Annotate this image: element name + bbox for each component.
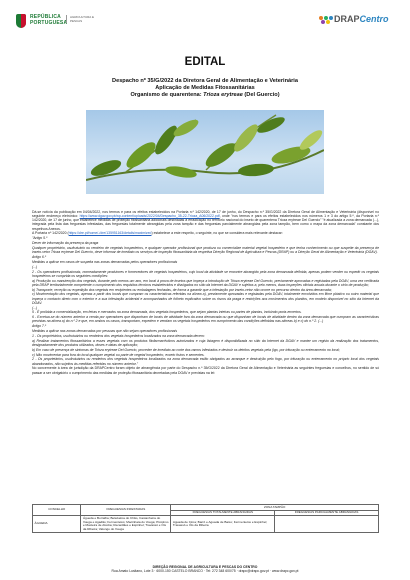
article-7-item-1a: a) Realizar tratamentos fitossanitários a esses vegetais com os produtos fitofarmacêuticos autorizados e cuja listagem é disponibilizada no sítio da Internet da DGAV e manter um registo da realização dos tratamentos, designadamente dos produtos utilizados, doses e datas de aplicação; bbox=[32, 338, 379, 347]
logo-text-line1: REPÚBLICA bbox=[30, 14, 61, 20]
article-5-title: "Artigo 5.º bbox=[32, 236, 48, 241]
page-title: EDITAL bbox=[184, 56, 226, 68]
organism-suffix: (Del Guercio) bbox=[242, 91, 280, 98]
article-6-item-5: 5 - É proibida a comercialização, em feiras e mercados na zona demarcada, dos vegetais hospedeiros, que sejam plantas inteiras ou partes de plantas, incluindo porta-enxertos. bbox=[32, 310, 302, 315]
article-6-title: Artigo 6.º bbox=[32, 255, 47, 259]
article-7-item-1c: c) Não movimentar para fora do local qualquer vegetal ou parte de vegetal hospedeiro, exceto frutos e sementes. bbox=[32, 352, 205, 357]
column-header-parcialmente: FREGUESIAS PARCIALMENTE ABRANGIDAS bbox=[275, 510, 379, 516]
portaria-link[interactable]: https://dre.pt/home/-/dre/135951163/details/maximized bbox=[68, 231, 152, 236]
drap-centro-logo bbox=[319, 12, 399, 28]
drap-dots-icon bbox=[319, 16, 333, 24]
column-header-totalmente: FREGUESIAS TOTALMENTE ABRANGIDAS bbox=[171, 510, 275, 516]
intro-paragraph bbox=[32, 210, 379, 231]
drap-wordmark-a: DRAP bbox=[334, 14, 360, 24]
table-row bbox=[33, 516, 379, 533]
intro-text-b: , onde "nos termos e para os efeitos estabelecidos nos números 1 e 3 do artigo 5.º, da Portaria n.º 142/2020, de 17 de junho, que estabelece medidas de proteção fitossanitária adicionais destinadas à erradicação no território nacional do inseto de quarentena Trioza erytreae Del Guercio" "é atualizada a zona demarcada (...), integrada pela lista das freguesias infestadas, das freguesias totalmente abrangidas pela zona tampão e das freguesias parcialmente abrangidas pela zona tampão, bem como o mapa da zona demarcada" constante dos respetivos Anexos. bbox=[32, 214, 379, 231]
page-footer bbox=[0, 565, 410, 574]
cell-parcialmente bbox=[275, 516, 379, 533]
republica-portuguesa-logo bbox=[16, 14, 126, 36]
despacho-heading bbox=[20, 78, 390, 98]
closing-paragraph: No concernente à área de jurisdição da DRAPCentro foram objeto de abrangência por parte do Despacho n.º 35/G/2022 da Diretora Geral de Alimentação e Veterinária as seguintes freguesias e concelhos, no sentido de só passar a ser obrigatório o cumprimento das medidas de proteção fitossanitária decretadas pela DGAV e previstas na lei: bbox=[32, 366, 379, 375]
article-6-ellipsis-2: (...) bbox=[32, 305, 38, 310]
freguesias-table bbox=[32, 504, 379, 533]
portaria-text-a: A Portaria nº 142/2020 ( bbox=[32, 231, 69, 236]
organism-species: Trioza erytreae bbox=[203, 91, 243, 98]
article-5 bbox=[32, 236, 379, 365]
article-7-item-2: 2 - Os proprietários, usufrutuários ou rendeiros dos vegetais hospedeiros localizados na zona demarcada estão obrigados ao arranque e destruição pelo fogo, por trituração ou enterramento no próprio local dos vegetais abandonados, não sujeitos às medidas referidas no número anterior." bbox=[32, 357, 379, 366]
article-7-title: Artigo 7.º bbox=[32, 324, 47, 329]
article-5-text: Qualquer proprietário, usufrutuário ou rendeiro de vegetais hospedeiros, e qualquer operador profissional que produza ou comercialize material vegetal hospedeiro e que tenha conhecimento ou que suspeite da presença de inseto-vetor Trioza erytreae Del Guercio, deve informar de imediato os serviços de inspeção fitossanitária da respetiva Direção Regional de Agricultura e Pescas (DRAP) ou a Direção Geral de Alimentação e Veterinária (DGAV). bbox=[32, 246, 379, 255]
citrus-leaves-photo bbox=[86, 110, 324, 194]
cell-concelho: ÁGUEDA bbox=[33, 516, 81, 533]
column-header-zona-tampao: ZONA TAMPÃO bbox=[171, 505, 379, 511]
portaria-text-b: ) estabelece a este respeito, o seguinte, no que se considera mais relevante destacar: bbox=[151, 231, 283, 236]
drap-wordmark-b: Centro bbox=[359, 14, 389, 24]
article-6-item-2b: b) Transporte, receção ou expedição dos vegetais em recipientes ou embalagens fechadas, de forma a garantir que a infestação por inseto-vetor não ocorre no percurso dentro da área demarcada; bbox=[32, 287, 332, 292]
column-header-concelho: CONCELHO bbox=[33, 505, 81, 516]
article-6-item-2c: c) Movimentação dos vegetais, apenas a partir dos locais que cumpram os características referidas na alínea a), previamente aprovadas e registadas pela DGAV, totalmente envolvidos em filme plástico ou outro material que impeça o contacto direto com o exterior e a sua infestação acidental e acompanhados de folheto explicativo sobre os riscos da praga e restrições aos movimentos dos plantios, em modelo disponível no sítio da Internet da DGAV. bbox=[32, 292, 379, 305]
article-7-item-1b: b) Em caso de presença de sintomas de Trioza erytreae Del Guercio, proceder de imediato ao corte dos ramos infestados e destruir os detritos vegetais pela (igo, por trituração ou enterramento no local; bbox=[32, 347, 340, 352]
flag-shield-icon bbox=[16, 14, 26, 28]
article-6-item-6: 6 - Excetua-se do número anterior a venda por operadores que disponham de locais de atividade fora da zona demarcada ou que disponham de locais de atividade dentro da zona demarcada que cumpram as características previstas na alínea a) do n.º 2 e que, em ambos os casos, transportam, expedem e vendam os vegetais hospedeiros em cumprimento das condições definidas nas alíneas b) e c) do n.º 2. (...) bbox=[32, 315, 379, 324]
footer-contacts: Rua Amato Lusitano, Lote 3 · 6000-150 CASTELO BRANCO · Tel: 272 348 600/75 · drapc@drapc.gov.pt · www.drapc.gov.pt bbox=[111, 569, 299, 574]
article-6-ellipsis-1: (...) bbox=[32, 264, 38, 269]
logo-text bbox=[30, 14, 67, 26]
article-6-item-2a: a) Produção ou manutenção dos vegetais, durante pelo menos um ano, em local à prova de insetos que impeça a introdução de Trioza erytreae Del Guercio, previamente aprovadas e registadas pela DGAV, uma vez verificada pela DRAP territorialmente competente o cumprimento dos requisitos técnicos estabelecidos e divulgados no sítio da Internet da DGAV e sujeitos a, pelo menos, duas inspeções oficiais anuais durante o ciclo de produção; bbox=[32, 278, 379, 287]
edital-body bbox=[32, 210, 379, 375]
leaves-illustration bbox=[86, 110, 324, 194]
cell-infestadas: Águeda e Borralha; Belazaima do Chão, Castanheira do Vouga e Agadão; Fermentelos; Macinhata do Vouga; Préstimo e Macieira de Alcoba; Recardães e Espinhel; Travassô e Óis da Ribeira; Valongo do Vouga bbox=[81, 516, 171, 533]
intro-text-a: Dá-se notícia da publicação em 04/04/2022, nos termos e para os efeitos estabelecidos na Portaria n.º 142/2020, de 17 de junho, do Despacho n.º 35/G/2022 da Diretora Geral de Alimentação e Veterinária (disponível no seguinte endereço eletrónico: bbox=[32, 210, 379, 219]
article-6-subtitle: Medidas a aplicar em casos de suspeita nas zonas demarcadas pelos operadores profissionais bbox=[32, 259, 178, 264]
portaria-paragraph bbox=[32, 231, 379, 235]
cell-totalmente: Aguada de Cima; Barrô e Aguada de Baixo; Fermentelos e Espinhel; Travassô e Óis da Ribeira bbox=[171, 516, 275, 533]
article-7-subtitle: Medidas a aplicar nas zonas demarcadas por pessoas que não sejam operadores profissionais bbox=[32, 329, 178, 334]
column-header-infestadas: FREGUESIAS INFESTADAS bbox=[81, 505, 171, 516]
article-7-item-1: 1 - Os proprietários, usufrutuários ou rendeiros dos vegetais hospedeiros localizados na zona demarcada devem: bbox=[32, 333, 205, 338]
despacho-heading-line3 bbox=[20, 92, 390, 99]
ministry-label: AGRICULTURA E PESCAS bbox=[66, 15, 100, 23]
article-6-item-2: 2 - Os operadores profissionais, nomeadamente produtores e fornecedores de vegetais hospedeiros, cujo local da atividade se encontre abrangido pela zona demarcada definida, apenas podem vender ou expedir os vegetais hospedeiros se cumprida os seguintes condições: bbox=[32, 269, 379, 278]
despacho-heading-line1: Despacho nº 35/G/2022 da Diretora Geral de Alimentação e Veterinária bbox=[112, 78, 298, 84]
article-5-subtitle: Dever de informação da presença da praga bbox=[32, 241, 99, 246]
page-header bbox=[0, 0, 410, 40]
dgav-despacho-link[interactable]: https://www.dgav.gov.pt/wp-content/uploads/2022/04/Despacho_35-22-Trioza_A06/2022.pdf bbox=[79, 214, 220, 219]
footer-organization: DIREÇÃO REGIONAL DE AGRICULTURA E PESCAS DO CENTRO bbox=[152, 565, 258, 569]
drap-wordmark bbox=[334, 14, 389, 24]
despacho-heading-line2: Aplicação de Medidas Fitossanitárias bbox=[155, 84, 255, 91]
logo-text-line2: PORTUGUESA bbox=[30, 20, 68, 26]
organism-prefix: Organismo de quarentena: bbox=[130, 91, 204, 98]
